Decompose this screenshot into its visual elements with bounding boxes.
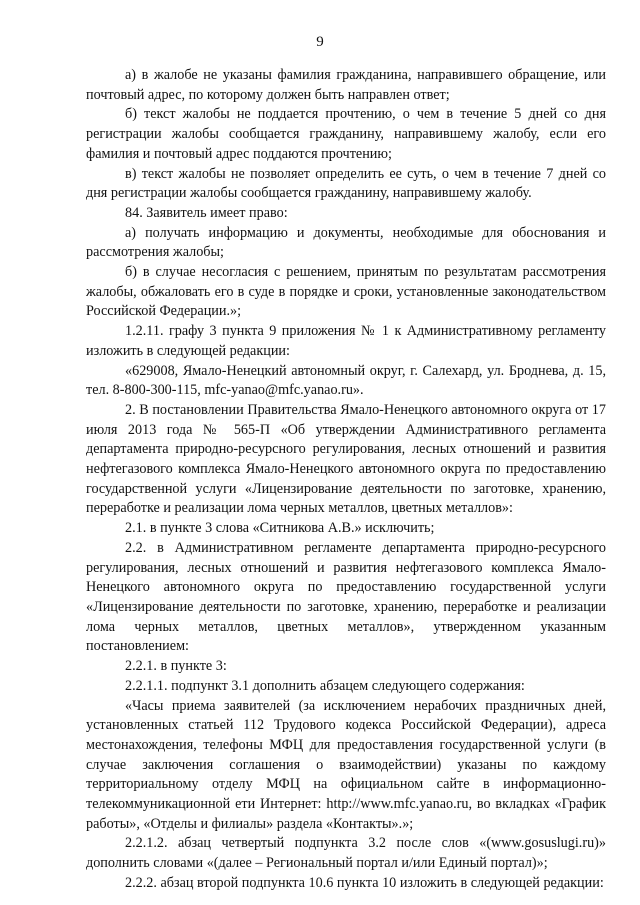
paragraph-reception-hours: «Часы приема заявителей (за исключением нерабочих праздничных дней, установленных статьей 112 Трудового кодекса Российской Федерации), адреса местонахождения, телефоны МФЦ для предоставления государственной услуги (в случае заключения соглашения о взаимодействии) указаны по каждому территориальному отделу МФЦ на официальном сайте в информационно-телекоммуникационной ети Интернет: http://www.mfc.yanao.ru, во вкладках «График работы», «Отделы и филиалы» раздела «Контакты».»; <box>86 697 606 832</box>
page-number: 9 <box>316 34 324 50</box>
paragraph-2-2-1-2: 2.2.1.2. абзац четвертый подпункта 3.2 после слов «(www.gosuslugi.ru)» дополнить словами «(далее – Региональный портал и/или Единый портал)»; <box>86 835 606 872</box>
paragraph-84-heading: 84. Заявитель имеет право: <box>125 204 288 221</box>
paragraph-2: 2. В постановлении Правительства Ямало-Ненецкого автономного округа от 17 июля 2013 года № 565-П «Об утверждении Административного регламента департамента природно-ресурсного регулирования, лесных отношений и развития нефтегазового комплекса Ямало-Ненецкого автономного округа по предоставлению государственной услуги «Лицензирование деятельности по заготовке, хранению, переработке и реализации лома черных металлов, цветных металлов»: <box>86 401 606 517</box>
paragraph-2-2-2: 2.2.2. абзац второй подпункта 10.6 пункта 10 изложить в следующей редакции: <box>125 874 604 891</box>
paragraph-complaint-item-a: а) в жалобе не указаны фамилия гражданина, направившего обращение, или почтовый адрес, по которому должен быть направлен ответ; <box>86 67 606 103</box>
paragraph-84-item-b: б) в случае несогласия с решением, принятым по результатам рассмотрения жалобы, обжаловать его в суде в порядке и сроки, установленные законодательством Российской Федерации.»; <box>86 264 606 320</box>
paragraph-2-2: 2.2. в Административном регламенте департамента природно-ресурсного регулирования, лесных отношений и развития нефтегазового комплекса Ямало-Ненецкого автономного округа по предоставлению государственной услуги «Лицензирование деятельности по заготовке, хранению, переработке и реализации лома черных металлов, цветных металлов», утвержденном указанным постановлением: <box>86 539 606 655</box>
paragraph-1-2-11: 1.2.11. графу 3 пункта 9 приложения № 1 к Административному регламенту изложить в следующей редакции: <box>86 323 606 359</box>
document-body <box>86 66 606 894</box>
paragraph-2-1: 2.1. в пункте 3 слова «Ситникова А.В.» исключить; <box>125 520 435 537</box>
paragraph-2-2-1: 2.2.1. в пункте 3: <box>125 658 227 675</box>
paragraph-2-2-1-1: 2.2.1.1. подпункт 3.1 дополнить абзацем следующего содержания: <box>125 677 525 694</box>
paragraph-address: «629008, Ямало-Ненецкий автономный округ, г. Салехард, ул. Броднева, д. 15, тел. 8-800-300-115, mfc-yanao@mfc.yanao.ru». <box>86 362 606 399</box>
paragraph-complaint-item-c: в) текст жалобы не позволяет определить ее суть, о чем в течение 7 дней со дня регистрации жалобы сообщается гражданину, направившему жалобу. <box>86 165 606 202</box>
paragraph-84-item-a: а) получать информацию и документы, необходимые для обоснования и рассмотрения жалобы; <box>86 224 606 261</box>
paragraph-complaint-item-b: б) текст жалобы не поддается прочтению, о чем в течение 5 дней со дня регистрации жалобы сообщается гражданину, направившему жалобу, если его фамилия и почтовый адрес поддаются прочтению; <box>86 106 606 162</box>
